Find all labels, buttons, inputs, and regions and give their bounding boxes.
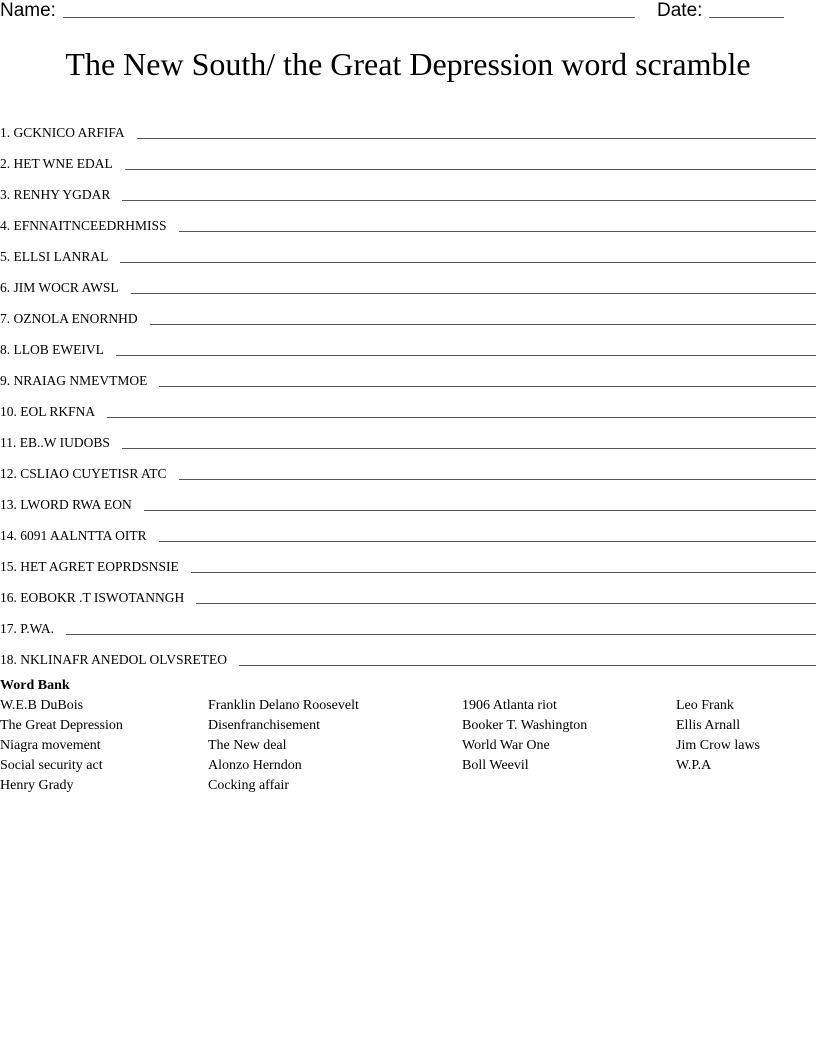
question-text: 17. P.WA. xyxy=(0,621,55,636)
word-bank-column-1 xyxy=(0,696,123,796)
answer-line[interactable] xyxy=(144,510,816,511)
word-bank-item: Cocking affair xyxy=(208,778,289,793)
question-text: 16. EOBOKR .T ISWOTANNGH xyxy=(0,590,185,605)
date-answer-line[interactable] xyxy=(709,17,784,18)
answer-line[interactable] xyxy=(179,479,816,480)
word-bank-column-2 xyxy=(208,696,359,796)
question-row xyxy=(0,266,816,297)
word-bank-item: Social security act xyxy=(0,758,103,773)
word-bank-item: Franklin Delano Roosevelt xyxy=(208,698,359,713)
word-bank-column-4 xyxy=(676,696,760,776)
question-row xyxy=(0,452,816,483)
answer-line[interactable] xyxy=(179,231,816,232)
answer-line[interactable] xyxy=(137,138,816,139)
question-row xyxy=(0,638,816,669)
question-row xyxy=(0,142,816,173)
question-text: 5. ELLSI LANRAL xyxy=(0,249,109,264)
answer-line[interactable] xyxy=(120,262,816,263)
word-bank-item: Alonzo Herndon xyxy=(208,758,302,773)
word-bank-item: Boll Weevil xyxy=(462,758,529,773)
question-row xyxy=(0,173,816,204)
question-row xyxy=(0,204,816,235)
word-bank-item: Leo Frank xyxy=(676,698,734,713)
answer-line[interactable] xyxy=(116,355,816,356)
question-row xyxy=(0,235,816,266)
question-row xyxy=(0,576,816,607)
question-row xyxy=(0,483,816,514)
question-row xyxy=(0,297,816,328)
word-bank-item: Booker T. Washington xyxy=(462,718,588,733)
question-text: 8. LLOB EWEIVL xyxy=(0,342,104,357)
answer-line[interactable] xyxy=(122,448,816,449)
word-bank-item: Henry Grady xyxy=(0,778,74,793)
word-bank-item: Niagra movement xyxy=(0,738,101,753)
question-text: 11. EB..W IUDOBS xyxy=(0,435,110,450)
word-bank-column-3 xyxy=(462,696,587,776)
word-bank-item: Disenfranchisement xyxy=(208,718,320,733)
question-row xyxy=(0,359,816,390)
question-text: 12. CSLIAO CUYETISR ATC xyxy=(0,466,167,481)
name-label: Name: xyxy=(0,0,56,21)
answer-line[interactable] xyxy=(159,541,816,542)
question-text: 9. NRAIAG NMEVTMOE xyxy=(0,373,148,388)
word-bank-item: World War One xyxy=(462,738,550,753)
question-text: 4. EFNNAITNCEEDRHMISS xyxy=(0,218,167,233)
word-bank-item: W.E.B DuBois xyxy=(0,698,84,713)
question-row xyxy=(0,514,816,545)
question-text: 3. RENHY YGDAR xyxy=(0,187,111,202)
question-text: 14. 6091 AALNTTA OITR xyxy=(0,528,147,543)
answer-line[interactable] xyxy=(239,665,816,666)
answer-line[interactable] xyxy=(107,417,816,418)
name-answer-line[interactable] xyxy=(63,17,635,18)
page-title: The New South/ the Great Depression word scramble xyxy=(65,46,751,82)
question-text: 13. LWORD RWA EON xyxy=(0,497,132,512)
question-row xyxy=(0,421,816,452)
answer-line[interactable] xyxy=(196,603,816,604)
question-text: 1. GCKNICO ARFIFA xyxy=(0,125,125,140)
answer-line[interactable] xyxy=(66,634,816,635)
word-bank-item: The Great Depression xyxy=(0,718,123,733)
question-text: 15. HET AGRET EOPRDSNSIE xyxy=(0,559,179,574)
question-row xyxy=(0,390,816,421)
answer-line[interactable] xyxy=(122,200,816,201)
question-row xyxy=(0,328,816,359)
answer-line[interactable] xyxy=(131,293,816,294)
question-row xyxy=(0,111,816,142)
question-text: 10. EOL RKFNA xyxy=(0,404,96,419)
date-label: Date: xyxy=(657,0,703,21)
word-bank-item: W.P.A xyxy=(676,758,712,773)
word-bank-item: The New deal xyxy=(208,738,287,753)
question-text: 7. OZNOLA ENORNHD xyxy=(0,311,138,326)
question-row xyxy=(0,545,816,576)
answer-line[interactable] xyxy=(159,386,816,387)
question-list xyxy=(0,111,816,669)
question-row xyxy=(0,607,816,638)
question-text: 18. NKLINAFR ANEDOL OLVSRETEO xyxy=(0,652,228,667)
word-bank-title: Word Bank xyxy=(0,678,70,693)
answer-line[interactable] xyxy=(125,169,816,170)
answer-line[interactable] xyxy=(191,572,816,573)
header-row xyxy=(0,0,816,24)
word-bank-item: Ellis Arnall xyxy=(676,718,741,733)
word-bank-item: 1906 Atlanta riot xyxy=(462,698,557,713)
question-text: 2. HET WNE EDAL xyxy=(0,156,113,171)
word-bank-item: Jim Crow laws xyxy=(676,738,760,753)
answer-line[interactable] xyxy=(150,324,816,325)
question-text: 6. JIM WOCR AWSL xyxy=(0,280,119,295)
